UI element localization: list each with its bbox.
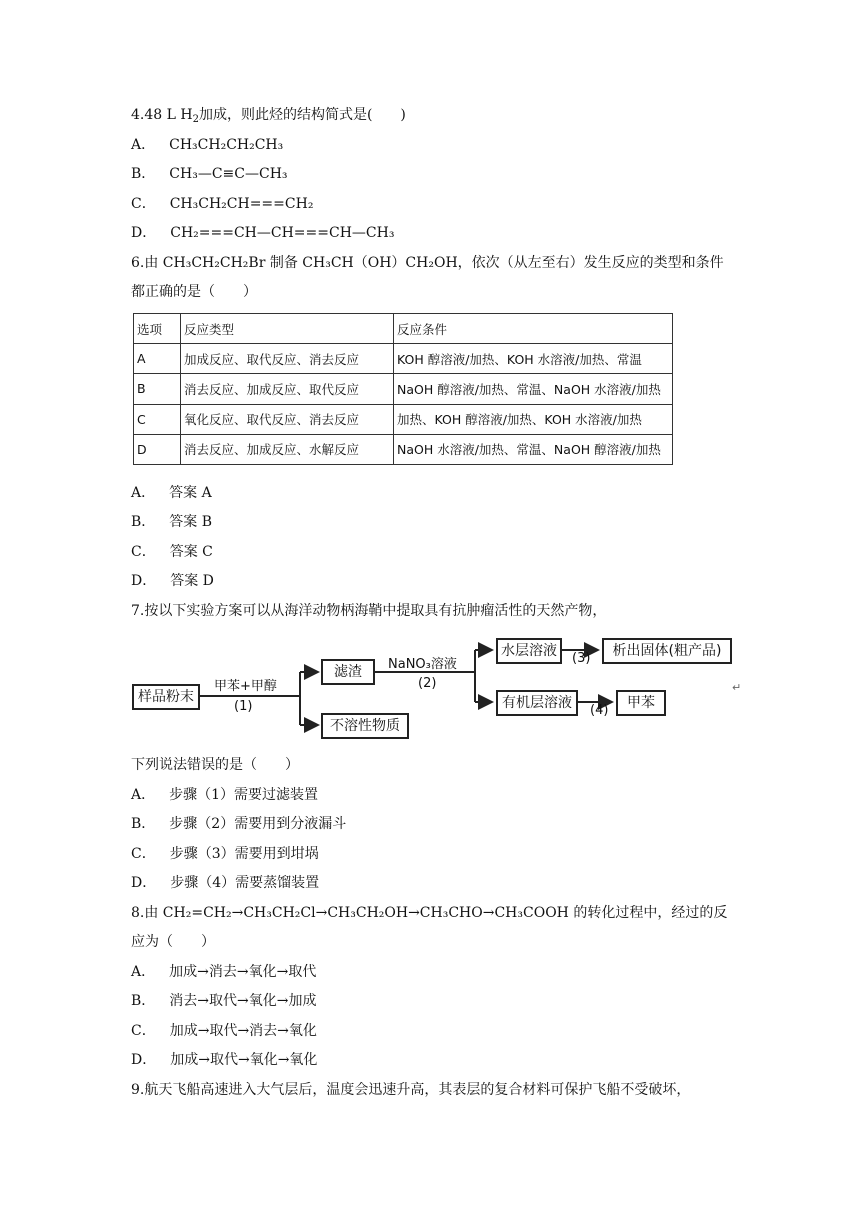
q8-option-b xyxy=(131,991,317,1011)
q8-option-d xyxy=(131,1050,317,1070)
flow-step1: (1) xyxy=(234,699,253,714)
flow-reagent2: NaNO₃溶液 xyxy=(388,657,457,672)
flow-box-organic: 有机层溶液 xyxy=(496,690,578,716)
q6-option-c xyxy=(131,542,213,562)
option-letter: A． xyxy=(131,787,156,803)
option-text: 步骤（1）需要过滤装置 xyxy=(169,787,319,803)
option-text: 答案 B xyxy=(169,514,213,530)
q5-option-c xyxy=(131,194,313,214)
option-text: CH₃—C≡C—CH₃ xyxy=(169,166,288,182)
flow-box-solid: 析出固体(粗产品) xyxy=(602,638,732,664)
table-header-row xyxy=(134,314,673,344)
q7-option-b xyxy=(131,814,346,834)
option-letter: D． xyxy=(131,1052,157,1068)
table-cell: 反应类型 xyxy=(181,314,394,344)
option-letter: D． xyxy=(131,573,157,589)
option-letter: C． xyxy=(131,196,156,212)
option-letter: D． xyxy=(131,225,157,241)
flow-box-toluene: 甲苯 xyxy=(616,690,666,716)
q5-option-a xyxy=(131,135,283,155)
option-text: 步骤（4）需要蒸馏装置 xyxy=(170,875,320,891)
flow-box-insoluble: 不溶性物质 xyxy=(321,713,409,739)
option-letter: A． xyxy=(131,964,156,980)
q8-option-c xyxy=(131,1021,317,1041)
table-cell: 选项 xyxy=(134,314,181,344)
option-text: 步骤（2）需要用到分液漏斗 xyxy=(169,816,347,832)
option-letter: A． xyxy=(131,485,156,501)
option-text: CH₃CH₂CH₂CH₃ xyxy=(169,137,284,153)
q8-option-a xyxy=(131,962,316,982)
flow-reagent1: 甲苯+甲醇 xyxy=(214,679,277,694)
option-letter: C． xyxy=(131,846,156,862)
option-text: CH₂===CH—CH===CH—CH₃ xyxy=(170,225,395,241)
option-text: CH₃CH₂CH===CH₂ xyxy=(169,196,314,212)
table-cell: 消去反应、加成反应、取代反应 xyxy=(181,374,394,404)
q8-stem-line1: 8.由 CH₂=CH₂→CH₃CH₂Cl→CH₃CH₂OH→CH₃CHO→CH₃COOH 的转化过程中，经过的反 xyxy=(131,905,728,921)
option-text: 答案 D xyxy=(170,573,214,589)
table-row xyxy=(134,344,673,374)
table-cell: NaOH 醇溶液/加热、常温、NaOH 水溶液/加热 xyxy=(394,374,673,404)
q5-stem-tail: 4.48 L H xyxy=(131,107,193,123)
option-letter: D． xyxy=(131,875,157,891)
q7-option-c xyxy=(131,844,319,864)
table-cell: 反应条件 xyxy=(394,314,673,344)
table-cell: A xyxy=(134,344,181,374)
table-cell: KOH 醇溶液/加热、KOH 水溶液/加热、常温 xyxy=(394,344,673,374)
q6-option-b xyxy=(131,512,212,532)
table-cell: 加成反应、取代反应、消去反应 xyxy=(181,344,394,374)
return-mark-icon: ↵ xyxy=(732,681,742,694)
q5-stem xyxy=(131,105,406,125)
q5-option-b xyxy=(131,164,288,184)
option-text: 答案 C xyxy=(169,544,213,560)
table-cell: C xyxy=(134,404,181,434)
option-letter: A． xyxy=(131,137,156,153)
q6-table xyxy=(133,313,673,465)
q5-option-d xyxy=(131,223,394,243)
q7-question: 下列说法错误的是（ ） xyxy=(131,757,299,773)
option-letter: C． xyxy=(131,544,156,560)
q7-flow-diagram xyxy=(120,625,760,745)
q9-stem-line1: 9.航天飞船高速进入大气层后，温度会迅速升高，其表层的复合材料可保护飞船不受破坏， xyxy=(131,1082,691,1098)
option-letter: B． xyxy=(131,816,156,832)
q7-stem: 7.按以下实验方案可以从海洋动物柄海鞘中提取具有抗肿瘤活性的天然产物， xyxy=(131,603,607,619)
table-cell: 加热、KOH 醇溶液/加热、KOH 水溶液/加热 xyxy=(394,404,673,434)
flow-step2: (2) xyxy=(418,676,437,691)
q5-stem-rest: 加成，则此烃的结构简式是( ) xyxy=(198,107,406,123)
option-text: 加成→消去→氧化→取代 xyxy=(169,964,317,980)
table-row xyxy=(134,404,673,434)
option-text: 步骤（3）需要用到坩埚 xyxy=(169,846,319,862)
q6-stem-line2: 都正确的是（ ） xyxy=(131,284,257,300)
q7-option-d xyxy=(131,873,319,893)
q6-option-d xyxy=(131,571,214,591)
flow-box-aqueous: 水层溶液 xyxy=(496,638,562,664)
flow-box-filtrate: 滤渣 xyxy=(321,659,375,685)
q6-stem-line1: 6.由 CH₃CH₂CH₂Br 制备 CH₃CH（OH）CH₂OH，依次（从左至右）发生反应的类型和条件 xyxy=(131,255,724,271)
flow-box-start: 样品粉末 xyxy=(132,684,200,710)
option-text: 消去→取代→氧化→加成 xyxy=(169,993,317,1009)
q5-stem-sub: 2 xyxy=(192,114,199,125)
q7-option-a xyxy=(131,785,318,805)
q6-option-a xyxy=(131,483,212,503)
table-cell: B xyxy=(134,374,181,404)
option-text: 答案 A xyxy=(169,485,212,501)
option-letter: B． xyxy=(131,514,156,530)
option-letter: B． xyxy=(131,993,156,1009)
flow-step3: (3) xyxy=(572,651,591,666)
table-row xyxy=(134,374,673,404)
table-cell: 消去反应、加成反应、水解反应 xyxy=(181,434,394,464)
q8-stem-line2: 应为（ ） xyxy=(131,934,215,950)
table-cell: NaOH 水溶液/加热、常温、NaOH 醇溶液/加热 xyxy=(394,434,673,464)
option-text: 加成→取代→氧化→氧化 xyxy=(170,1052,318,1068)
table-cell: D xyxy=(134,434,181,464)
option-text: 加成→取代→消去→氧化 xyxy=(169,1023,317,1039)
option-letter: C． xyxy=(131,1023,156,1039)
option-letter: B． xyxy=(131,166,156,182)
table-cell: 氧化反应、取代反应、消去反应 xyxy=(181,404,394,434)
table-row xyxy=(134,434,673,464)
flow-step4: (4) xyxy=(590,703,609,718)
